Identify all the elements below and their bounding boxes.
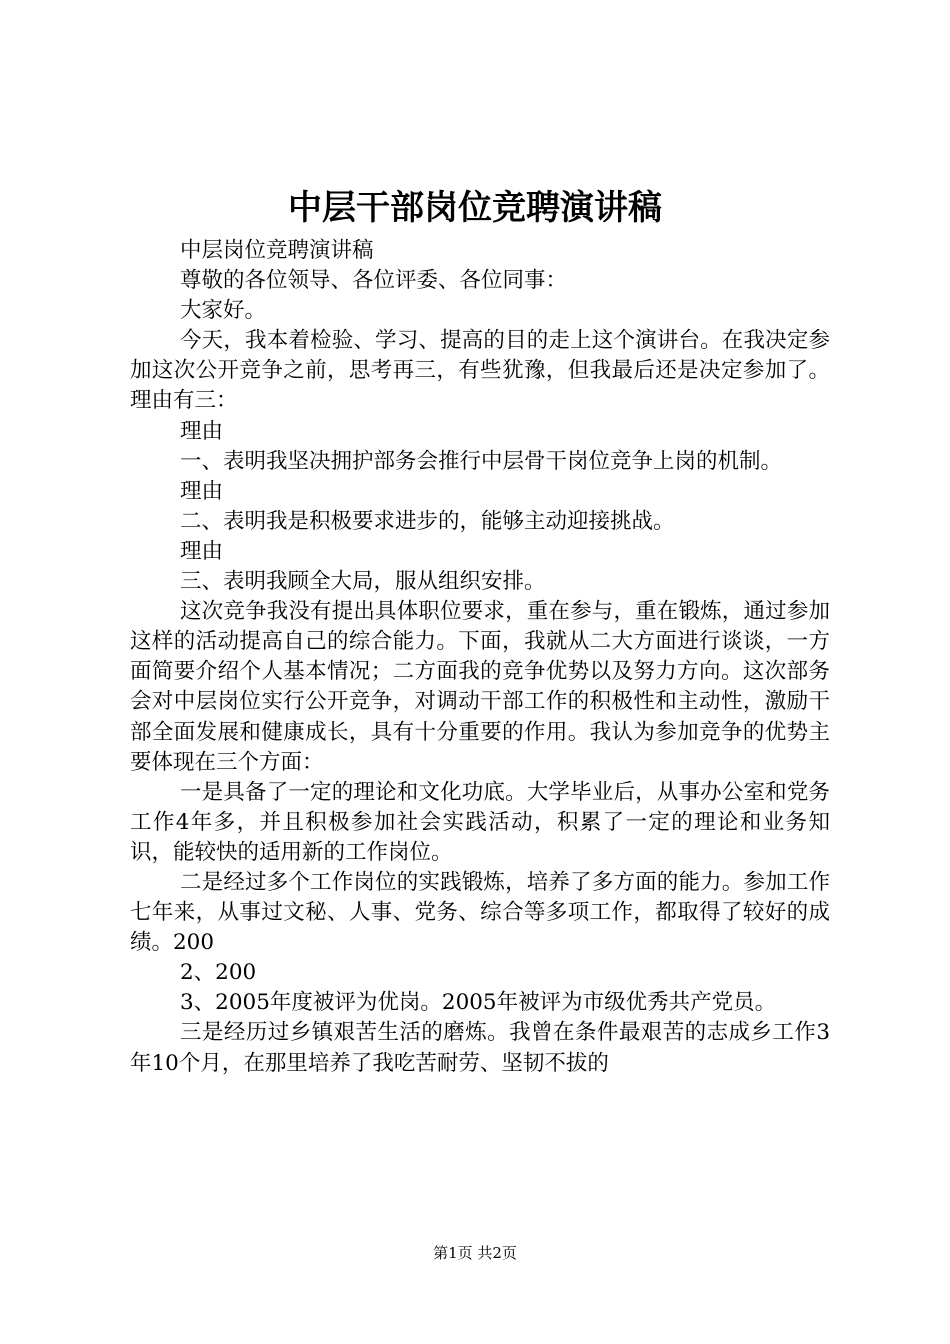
paragraph: 三、表明我顾全大局，服从组织安排。: [180, 569, 546, 595]
paragraph: 中层岗位竞聘演讲稿: [180, 238, 374, 263]
paragraph: 二是经过多个工作岗位的实践锻炼，培养了多方面的能力。参加工作七年来，从事过文秘、人事、党务、综合等多项工作，都取得了较好的成绩。200: [130, 869, 830, 956]
paragraph: 这次竞争我没有提出具体职位要求，重在参与，重在锻炼，通过参加这样的活动提高自己的综合能力。下面，我就从二大方面进行谈谈，一方面简要介绍个人基本情况；二方面我的竞争优势以及努力方向。这次部务会对中层岗位实行公开竞争，对调动干部工作的积极性和主动性，激励干部全面发展和健康成长，具有十分重要的作用。我认为参加竞争的优势主要体现在三个方面：: [130, 599, 830, 775]
page-footer: 第1页 共2页: [433, 1244, 517, 1262]
paragraph: 2、200: [180, 960, 257, 986]
paragraph: 一、表明我坚决拥护部务会推行中层骨干岗位竞争上岗的机制。: [180, 448, 783, 474]
paragraph: 大家好。: [180, 298, 267, 324]
document-title: 中层干部岗位竞聘演讲稿: [288, 188, 662, 228]
paragraph: 尊敬的各位领导、各位评委、各位同事：: [180, 268, 568, 294]
paragraph: 3、2005年度被评为优岗。2005年被评为市级优秀共产党员。: [180, 990, 777, 1016]
paragraph: 理由: [180, 538, 224, 564]
paragraph: 理由: [180, 478, 224, 504]
document-body: [130, 236, 830, 1079]
paragraph: 理由: [180, 418, 224, 444]
paragraph: 今天，我本着检验、学习、提高的目的走上这个演讲台。在我决定参加这次公开竞争之前，思考再三，有些犹豫，但我最后还是决定参加了。理由有三：: [130, 328, 830, 414]
paragraph: 三是经历过乡镇艰苦生活的磨炼。我曾在条件最艰苦的志成乡工作3年10个月，在那里培养了我吃苦耐劳、坚韧不拔的: [130, 1020, 830, 1076]
paragraph: 二、表明我是积极要求进步的，能够主动迎接挑战。: [180, 508, 675, 534]
paragraph: 一是具备了一定的理论和文化功底。大学毕业后，从事办公室和党务工作4年多，并且积极参加社会实践活动，积累了一定的理论和业务知识，能较快的适用新的工作岗位。: [130, 779, 830, 865]
